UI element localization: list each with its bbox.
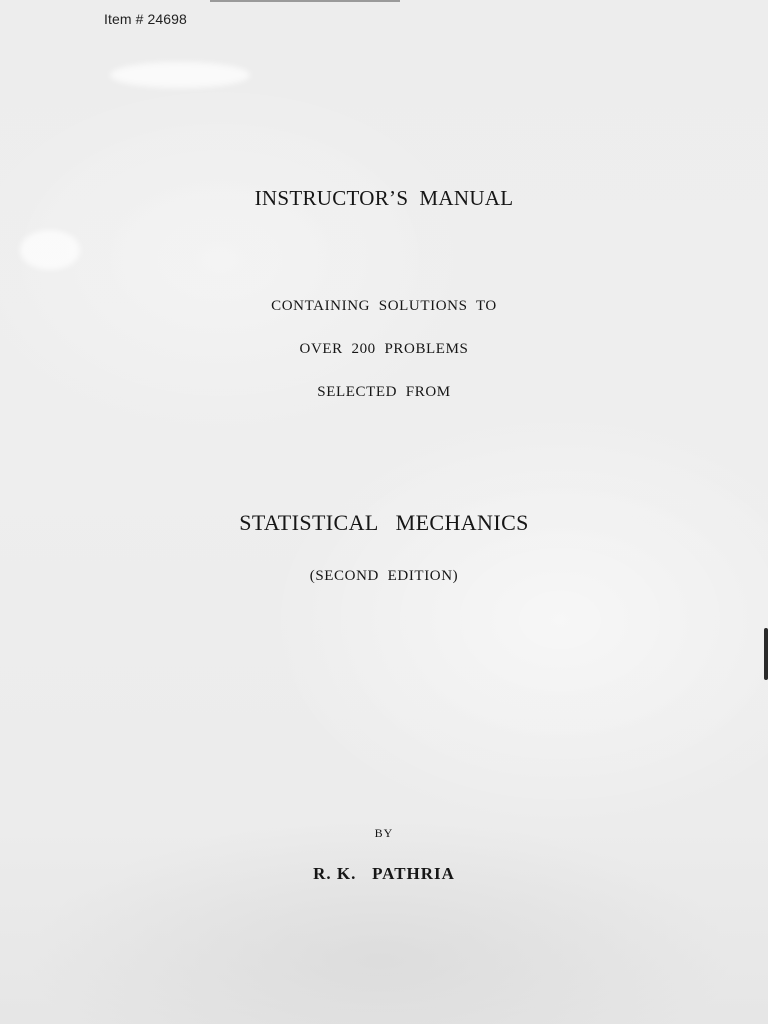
manual-title: INSTRUCTOR’S MANUAL bbox=[254, 186, 514, 210]
page-edge-mark bbox=[764, 628, 768, 680]
item-number-label: Item # 24698 bbox=[104, 11, 187, 27]
scan-highlight bbox=[20, 230, 80, 270]
scan-highlight bbox=[110, 62, 250, 88]
author-name: R. K. PATHRIA bbox=[313, 864, 455, 883]
scan-top-edge bbox=[210, 0, 400, 2]
edition-label: (SECOND EDITION) bbox=[309, 568, 459, 584]
subtitle-line: CONTAINING SOLUTIONS TO bbox=[271, 298, 497, 314]
subtitle-line: SELECTED FROM bbox=[317, 384, 451, 400]
by-label: BY bbox=[374, 826, 394, 840]
book-title: STATISTICAL MECHANICS bbox=[239, 510, 529, 535]
subtitle-line: OVER 200 PROBLEMS bbox=[299, 341, 469, 357]
